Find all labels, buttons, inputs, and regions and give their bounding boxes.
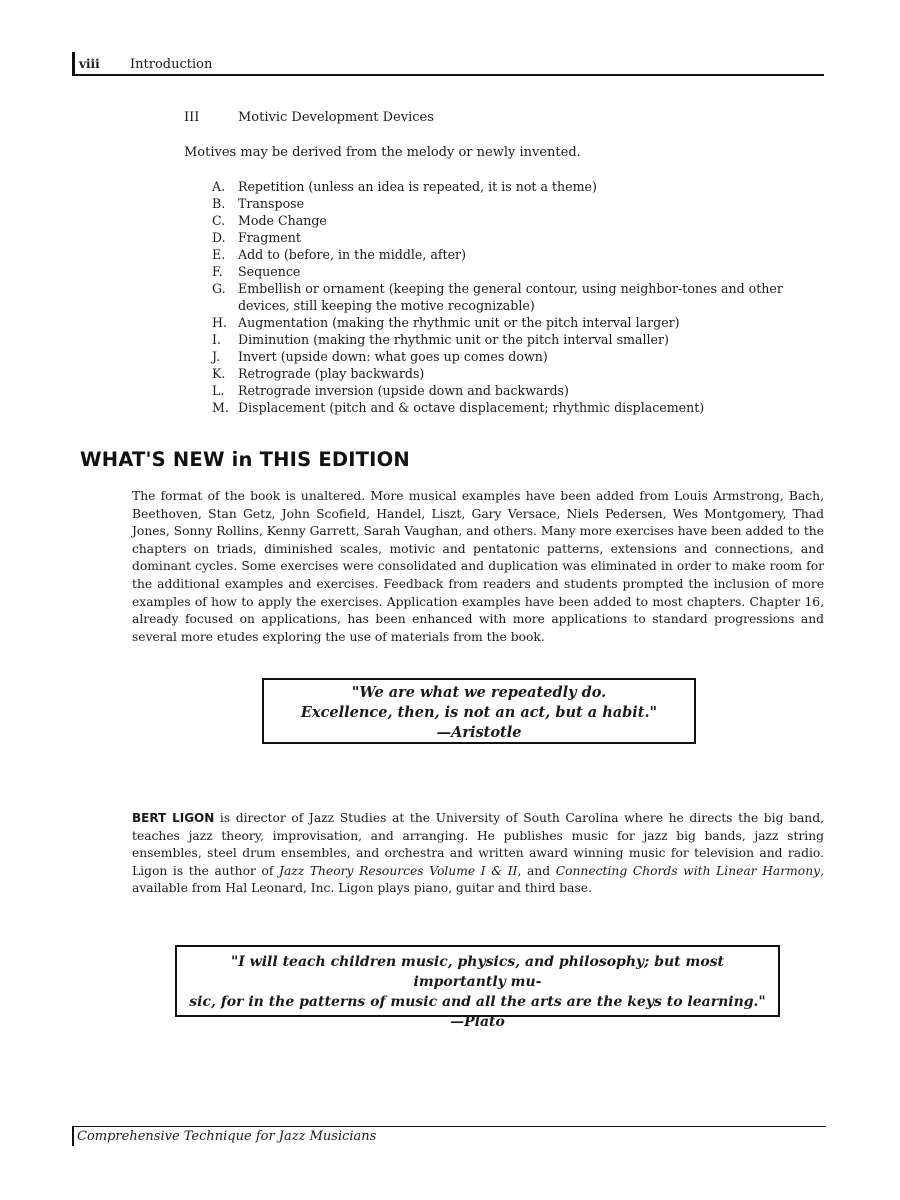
- item-text: Retrograde (play backwards): [238, 366, 425, 381]
- list-item: [212, 280, 832, 314]
- author-bio: [132, 810, 824, 898]
- item-letter: G.: [212, 281, 226, 296]
- item-text: Diminution (making the rhythmic unit or the pitch interval smaller): [238, 332, 669, 347]
- list-item: [212, 229, 832, 246]
- bio-text: is director of Jazz Studies at the University of South Carolina where he directs the big band, teaches jazz theory, improvisation, and arranging. He publishes music for jazz big bands, jazz string ensembles, steel drum ensembles, and orchestra and written award winning music for television and radio. Ligon is the author of: [132, 811, 824, 878]
- item-letter: I.: [212, 332, 221, 347]
- item-letter: J.: [212, 349, 221, 364]
- list-item: [212, 382, 832, 399]
- motivic-heading: [184, 110, 434, 125]
- list-item: [212, 263, 832, 280]
- book-title-footer: Comprehensive Technique for Jazz Musicians: [77, 1129, 377, 1144]
- item-letter: B.: [212, 196, 226, 211]
- plato-quote-box: [175, 945, 780, 1030]
- item-letter: H.: [212, 315, 227, 330]
- footer-rule: [72, 1126, 826, 1127]
- item-letter: L.: [212, 383, 225, 398]
- item-text: Augmentation (making the rhythmic unit or the pitch interval larger): [238, 315, 680, 330]
- header-bar: [72, 52, 75, 76]
- whats-new-body: The format of the book is unaltered. More musical examples have been added from Louis Armstrong, Bach, Beethoven, Stan Getz, John Scofield, Handel, Liszt, Gary Versace, Niels Pedersen, Wes Montgomery, Thad Jones, Sonny Rollins, Kenny Garrett, Sarah Vaughan, and others. Many more exercises have been added to the chapters on triads, diminished scales, motivic and pentatonic patterns, extensions and connections, and dominant cycles. Some exercises were consolidated and duplication was eliminated in order to make room for the additional examples and exercises. Feedback from readers and students prompted the inclusion of more examples of how to apply the exercises. Application examples have been added to most chapters. Chapter 16, already focused on applications, has been enhanced with more applications to standard progressions and several more etudes exploring the use of materials from the book.: [132, 489, 824, 644]
- author-name: BERT LIGON: [132, 811, 215, 825]
- book-title: Connecting Chords with Linear Harmony: [555, 863, 821, 878]
- item-text: Add to (before, in the middle, after): [238, 247, 466, 262]
- item-letter: E.: [212, 247, 226, 262]
- list-item: [212, 246, 832, 263]
- item-text: Displacement (pitch and & octave displacement; rhythmic displacement): [238, 400, 705, 415]
- item-letter: C.: [212, 213, 226, 228]
- page-number: viii: [79, 57, 100, 71]
- item-text: Transpose: [238, 196, 305, 211]
- roman-numeral: III: [184, 110, 200, 125]
- header-rule: [72, 74, 824, 76]
- item-text: Retrograde inversion (upside down and backwards): [238, 383, 569, 398]
- list-item: [212, 195, 832, 212]
- device-list: [212, 178, 832, 416]
- quote-line: "We are what we repeatedly do.: [351, 684, 607, 701]
- item-text: Sequence: [238, 264, 301, 279]
- item-text: Fragment: [238, 230, 301, 245]
- quote-line: "I will teach children music, physics, and philosophy; but most importantly mu-: [230, 954, 725, 990]
- list-item: [212, 331, 832, 348]
- item-text: Mode Change: [238, 213, 327, 228]
- item-letter: M.: [212, 400, 229, 415]
- whats-new-heading: WHAT'S NEW in THIS EDITION: [80, 448, 410, 471]
- quote-author: —Aristotle: [436, 724, 522, 741]
- item-text: Repetition (unless an idea is repeated, it is not a theme): [238, 179, 597, 194]
- quote-line: sic, for in the patterns of music and all the arts are the keys to learning.": [189, 994, 766, 1010]
- item-text: Invert (upside down: what goes up comes down): [238, 349, 548, 364]
- running-footer: [72, 1126, 826, 1148]
- quote-line: Excellence, then, is not an act, but a habit.": [300, 704, 658, 721]
- running-header: [72, 52, 824, 76]
- section-title: Introduction: [130, 57, 213, 72]
- item-letter: A.: [212, 179, 226, 194]
- item-letter: K.: [212, 366, 226, 381]
- list-item: [212, 314, 832, 331]
- motivic-intro: Motives may be derived from the melody or newly invented.: [184, 145, 581, 160]
- list-item: [212, 348, 832, 365]
- aristotle-quote-box: [262, 678, 696, 744]
- list-item: [212, 212, 832, 229]
- footer-bar: [72, 1126, 74, 1146]
- bio-text: , and: [517, 863, 556, 878]
- bio-text: , available from Hal Leonard, Inc. Ligon plays piano, guitar and third base.: [132, 863, 824, 896]
- item-letter: D.: [212, 230, 226, 245]
- list-item: [212, 365, 832, 382]
- list-item: [212, 399, 832, 416]
- quote-author: —Plato: [450, 1014, 505, 1030]
- item-letter: F.: [212, 264, 223, 279]
- motivic-title: Motivic Development Devices: [238, 110, 434, 125]
- book-title: Jazz Theory Resources Volume I & II: [279, 863, 518, 878]
- item-text: Embellish or ornament (keeping the general contour, using neighbor-tones and other devices, still keeping the motive recognizable): [238, 281, 783, 313]
- list-item: [212, 178, 832, 195]
